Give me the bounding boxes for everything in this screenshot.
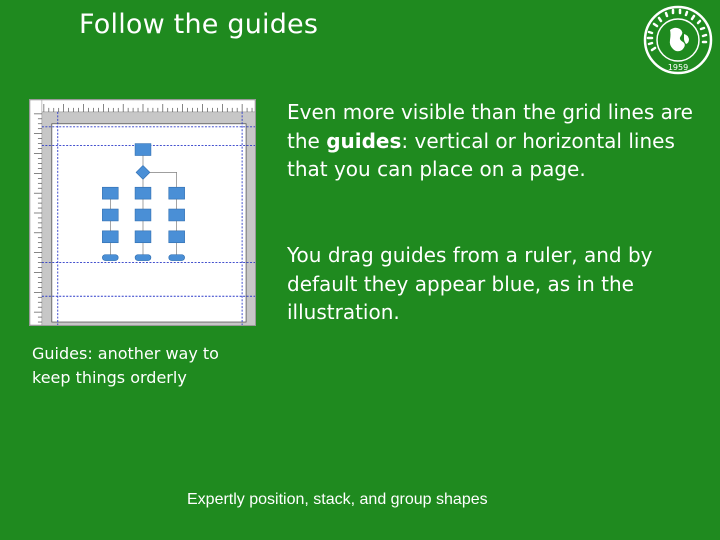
seal-year: 1959 xyxy=(667,63,689,72)
para1-after: : vertical or horizontal lines that you can place on a page. xyxy=(287,128,675,181)
guides-illustration xyxy=(29,99,256,326)
drag-guides-description: You drag guides from a ruler, and by default they appear blue, as in the illustration. xyxy=(287,243,653,324)
slide-title: Follow the guides xyxy=(79,9,319,40)
illustration-caption: Guides: another way to keep things orderly xyxy=(32,344,219,387)
para1-bold-term: guides xyxy=(326,128,402,153)
institute-seal-icon xyxy=(640,4,716,76)
slide-footer: Expertly position, stack, and group shapes xyxy=(187,491,488,508)
para1-before: Even more visible than the grid lines are the xyxy=(287,100,693,153)
guides-description xyxy=(287,98,707,184)
